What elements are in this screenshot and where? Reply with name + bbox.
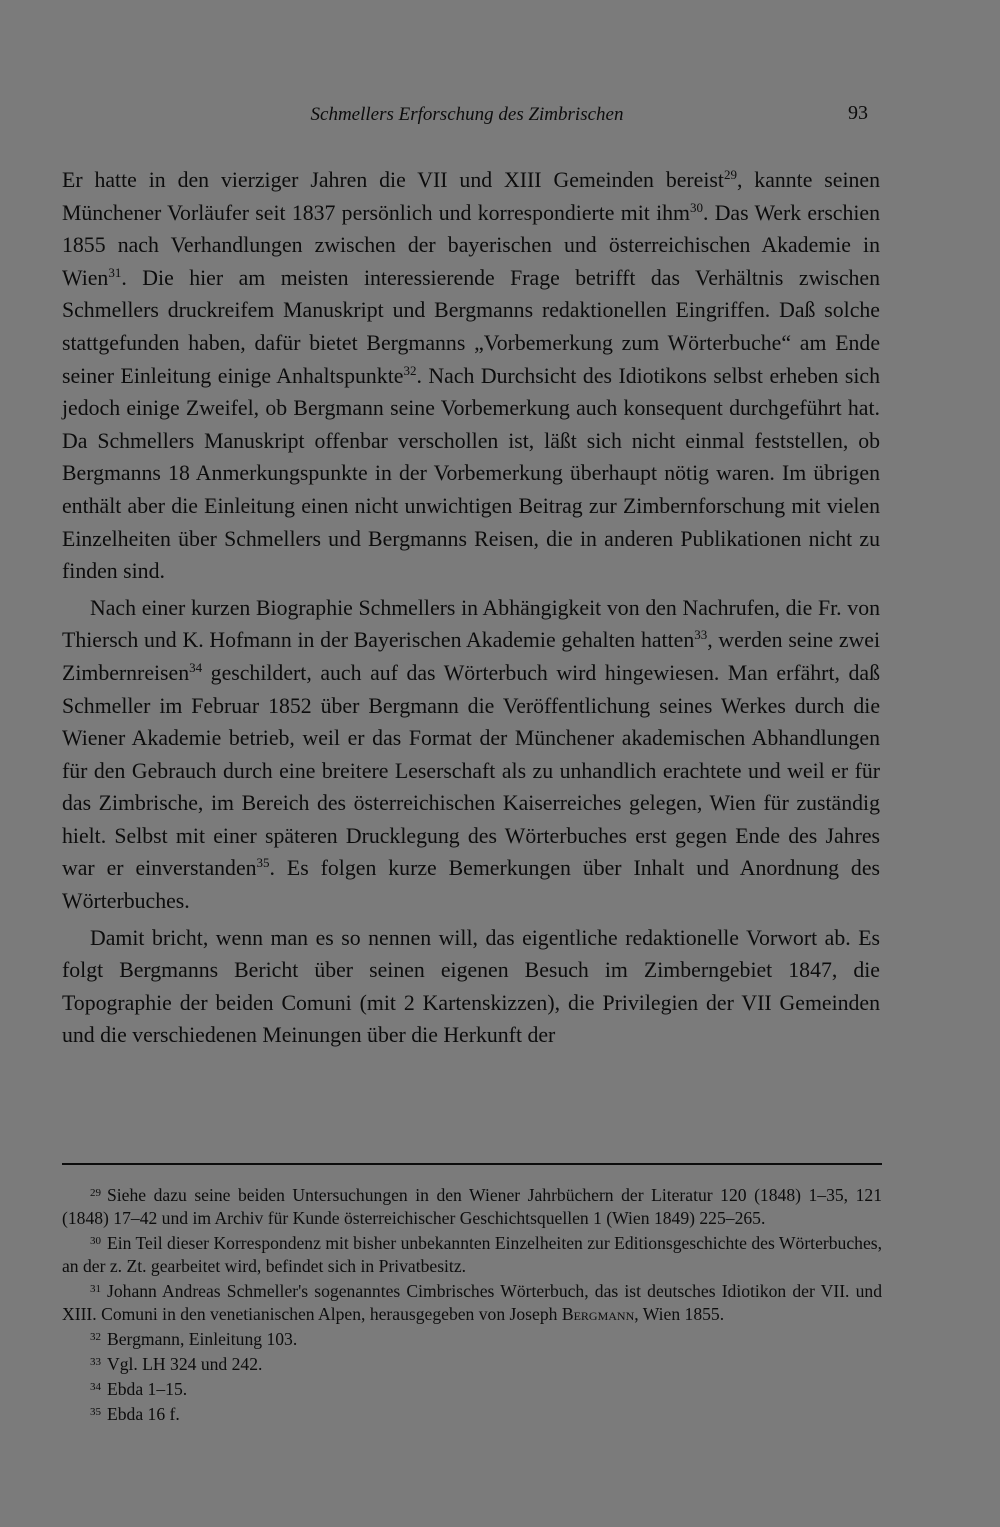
text-run: , werden seine zwei Zimbernreisen [62,628,881,685]
footnote-number: 34 [90,1381,101,1393]
text-run: , kannte seinen Münchener Vorläufer seit 1837 persönlich und korrespondierte mit ihm [62,168,880,225]
text-run: . Die hier am meisten interessierende Frage betrifft das Verhältnis zwischen Schmellers druckreifem Manuskript und Bergmanns redaktionellen Eingriffen. Daß solche stattgefunden haben, dafür bietet Bergmanns „Vorbemerkung zum Wörterbuche“ am Ende seiner Einleitung einige Anhaltspunkte [62,265,880,388]
text-run: Er hatte in den vierziger Jahren die VII und XIII Gemeinden bereist [62,168,724,192]
footnote-text: Ebda 1–15. [107,1379,188,1399]
footnote-ref: 34 [189,659,203,675]
footnote [62,1278,882,1326]
text-run: . Das Werk erschien 1855 nach Verhandlungen zwischen der bayerischen und österreichischen Akademie in Wien [62,200,880,290]
author-name: Bergmann [561,1304,635,1324]
footnote-ref: 33 [694,627,708,643]
text-run: . Es folgen kurze Bemerkungen über Inhalt und Anordnung des Wörterbuches. [62,856,880,914]
footnote-number: 31 [90,1283,101,1295]
footnote [62,1351,882,1376]
paragraph [62,592,880,918]
footnote-text: Siehe dazu seine beiden Untersuchungen in den Wiener Jahrbüchern der Literatur 120 (1848) 1–35, 121 (1848) 17–42 und im Archiv für Kunde österreichischer Geschichtsquellen 1 (Wien 1849) 225–265. [62,1185,882,1228]
footnote [62,1326,882,1351]
footnote-number: 30 [90,1235,101,1247]
footnote-ref: 30 [689,199,703,215]
footnote-text: Ebda 16 f. [107,1404,180,1424]
footnote-text: Vgl. LH 324 und 242. [107,1354,263,1374]
footnotes [62,1182,882,1426]
footnote-tail: , Wien 1855. [634,1304,725,1324]
text-run: Damit bricht, wenn man es so nennen will, das eigentliche redaktionelle Vorwort ab. Es folgt Bergmanns Bericht über seinen eigenen Besuch im Zimberngebiet 1847, die Topographie der beiden Comuni (mit 2 Kartenskizzen), die Privilegien der VII Gemeinden und die verschiedenen Meinungen über die Herkunft der [62,925,880,1048]
text-run: Nach einer kurzen Biographie Schmellers in Abhängigkeit von den Nachrufen, die Fr. von Thiersch und K. Hofmann in der Bayerischen Akademie gehalten hatten [62,595,880,653]
footnote [62,1230,882,1278]
footnote [62,1182,882,1230]
footnote-text: Ein Teil dieser Korrespondenz mit bisher unbekannten Einzelheiten zur Editionsgeschichte des Wörterbuches, an der z. Zt. gearbeitet wird, befindet sich in Privatbesitz. [62,1233,882,1276]
footnote-ref: 32 [403,362,417,378]
footnote-number: 29 [90,1187,101,1199]
footnote-number: 35 [90,1406,101,1418]
paragraph [62,922,880,1052]
text-run: geschildert, auch auf das Wörterbuch wird hingewiesen. Man erfährt, daß Schmeller im Februar 1852 über Bergmann die Veröffentlichung seines Werkes durch die Wiener Akademie betrieb, weil er das Format der Münchener akademischen Abhandlungen für den Gebrauch durch eine breitere Leserschaft als zu unhandlich erachtete und weil er für das Zimbrische, im Bereich des österreichischen Kaiserreiches gelegen, Wien für zuständig hielt. Selbst mit einer späteren Drucklegung des Wörterbuches erst gegen Ende des Jahres war er einverstanden [62,660,880,881]
running-header: Schmellers Erforschung des Zimbrischen [310,104,624,125]
paragraph [62,164,880,588]
page-number: 93 [848,102,868,124]
footnote [62,1401,882,1426]
footnote-ref: 29 [723,167,737,182]
footnote [62,1376,882,1401]
footnote-number: 33 [90,1356,101,1368]
footnote-ref: 31 [108,264,122,280]
footnote-text: Bergmann, Einleitung 103. [107,1329,298,1349]
main-text [62,164,880,1052]
footnote-number: 32 [90,1331,101,1343]
footnote-divider [62,1163,882,1165]
footnote-text: Johann Andreas Schmeller's sogenanntes Cimbrisches Wörterbuch, das ist deutsches Idiotikon der VII. und XIII. Comuni in den venetianischen Alpen, herausgegeben von Joseph [62,1281,882,1324]
footnote-ref: 35 [256,855,270,871]
text-run: . Nach Durchsicht des Idiotikons selbst erheben sich jedoch einige Zweifel, ob Bergmann seine Vorbemerkung auch konsequent durchgeführt hat. Da Schmellers Manuskript offenbar verschollen ist, läßt sich nicht einmal feststellen, ob Bergmanns 18 Anmerkungspunkte in der Vorbemerkung überhaupt nötig waren. Im übrigen enthält aber die Einleitung einen nicht unwichtigen Beitrag zur Zimbernforschung mit vielen Einzelheiten über Schmellers und Bergmanns Reisen, die in anderen Publikationen nicht zu finden sind. [62,363,880,584]
